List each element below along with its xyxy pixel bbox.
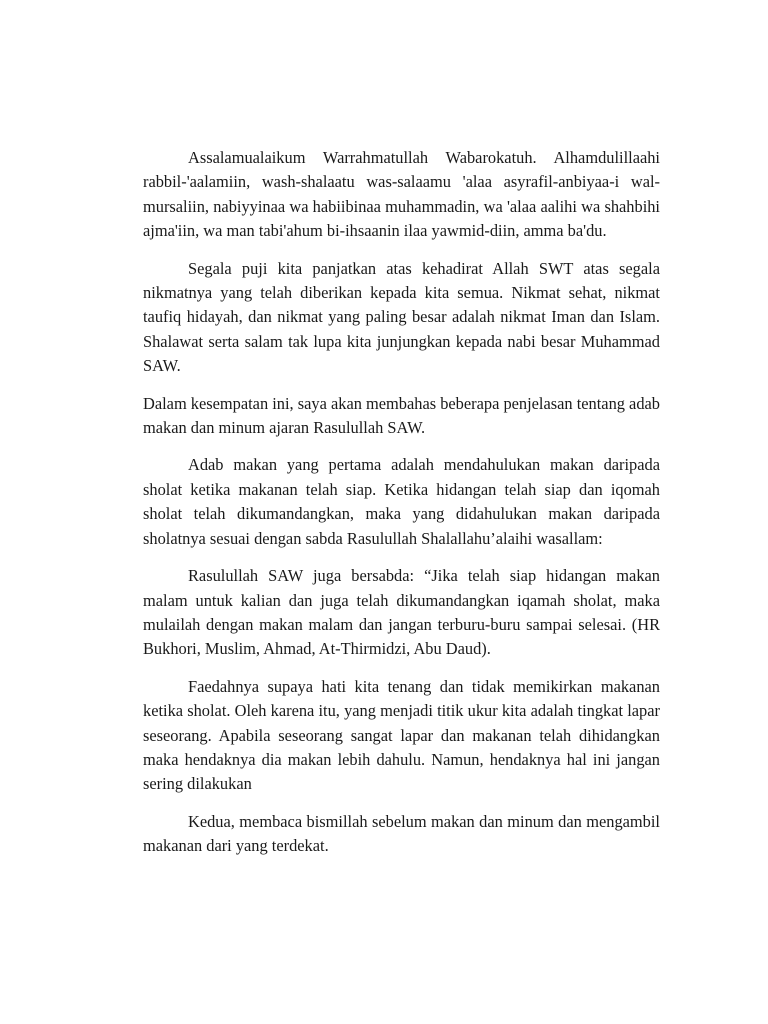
paragraph-hadith-quote: Rasulullah SAW juga bersabda: “Jika telah siap hidangan makan malam untuk kalian dan juga telah dikumandangkan iqamah sholat, maka mulailah dengan makan malam dan jangan terburu-buru sampai selesai. (HR Bukhori, Muslim, Ahmad, At-Thirmidzi, Abu Daud).	[143, 566, 660, 659]
paragraph-greeting: Assalamualaikum Warrahmatullah Wabarokatuh. Alhamdulillaahi rabbil-'aalamiin, wash-shalaatu was-salaamu 'alaa asyrafil-anbiyaa-i wal-mursaliin, nabiyyinaa wa habiibinaa muhammadin, wa 'alaa aalihi wa shahbihi ajma'iin, wa man tabi'ahum bi-ihsaanin ilaa yawmid-diin, amma ba'du.	[143, 148, 660, 241]
paragraph-second-etiquette: Kedua, membaca bismillah sebelum makan dan minum dan mengambil makanan dari yang terdekat.	[143, 811, 660, 856]
paragraph-introduction: Dalam kesempatan ini, saya akan membahas beberapa penjelasan tentang adab makan dan minum ajaran Rasulullah SAW.	[143, 393, 660, 438]
document-body	[143, 146, 660, 872]
paragraph-praise: Segala puji kita panjatkan atas kehadirat Allah SWT atas segala nikmatnya yang telah diberikan kepada kita semua. Nikmat sehat, nikmat taufiq hidayah, dan nikmat yang paling besar adalah nikmat Iman dan Islam. Shalawat serta salam tak lupa kita junjungkan kepada nabi besar Muhammad SAW.	[143, 258, 660, 376]
paragraph-first-etiquette: Adab makan yang pertama adalah mendahulukan makan daripada sholat ketika makanan telah siap. Ketika hidangan telah siap dan iqomah sholat telah dikumandangkan, maka yang didahulukan makan daripada sholatnya sesuai dengan sabda Rasulullah Shalallahu’alaihi wasallam:	[143, 455, 660, 548]
paragraph-benefit: Faedahnya supaya hati kita tenang dan tidak memikirkan makanan ketika sholat. Oleh karena itu, yang menjadi titik ukur kita adalah tingkat lapar seseorang. Apabila seseorang sangat lapar dan makanan telah dihidangkan maka hendaknya dia makan lebih dahulu. Namun, hendaknya hal ini jangan sering dilakukan	[143, 676, 660, 794]
